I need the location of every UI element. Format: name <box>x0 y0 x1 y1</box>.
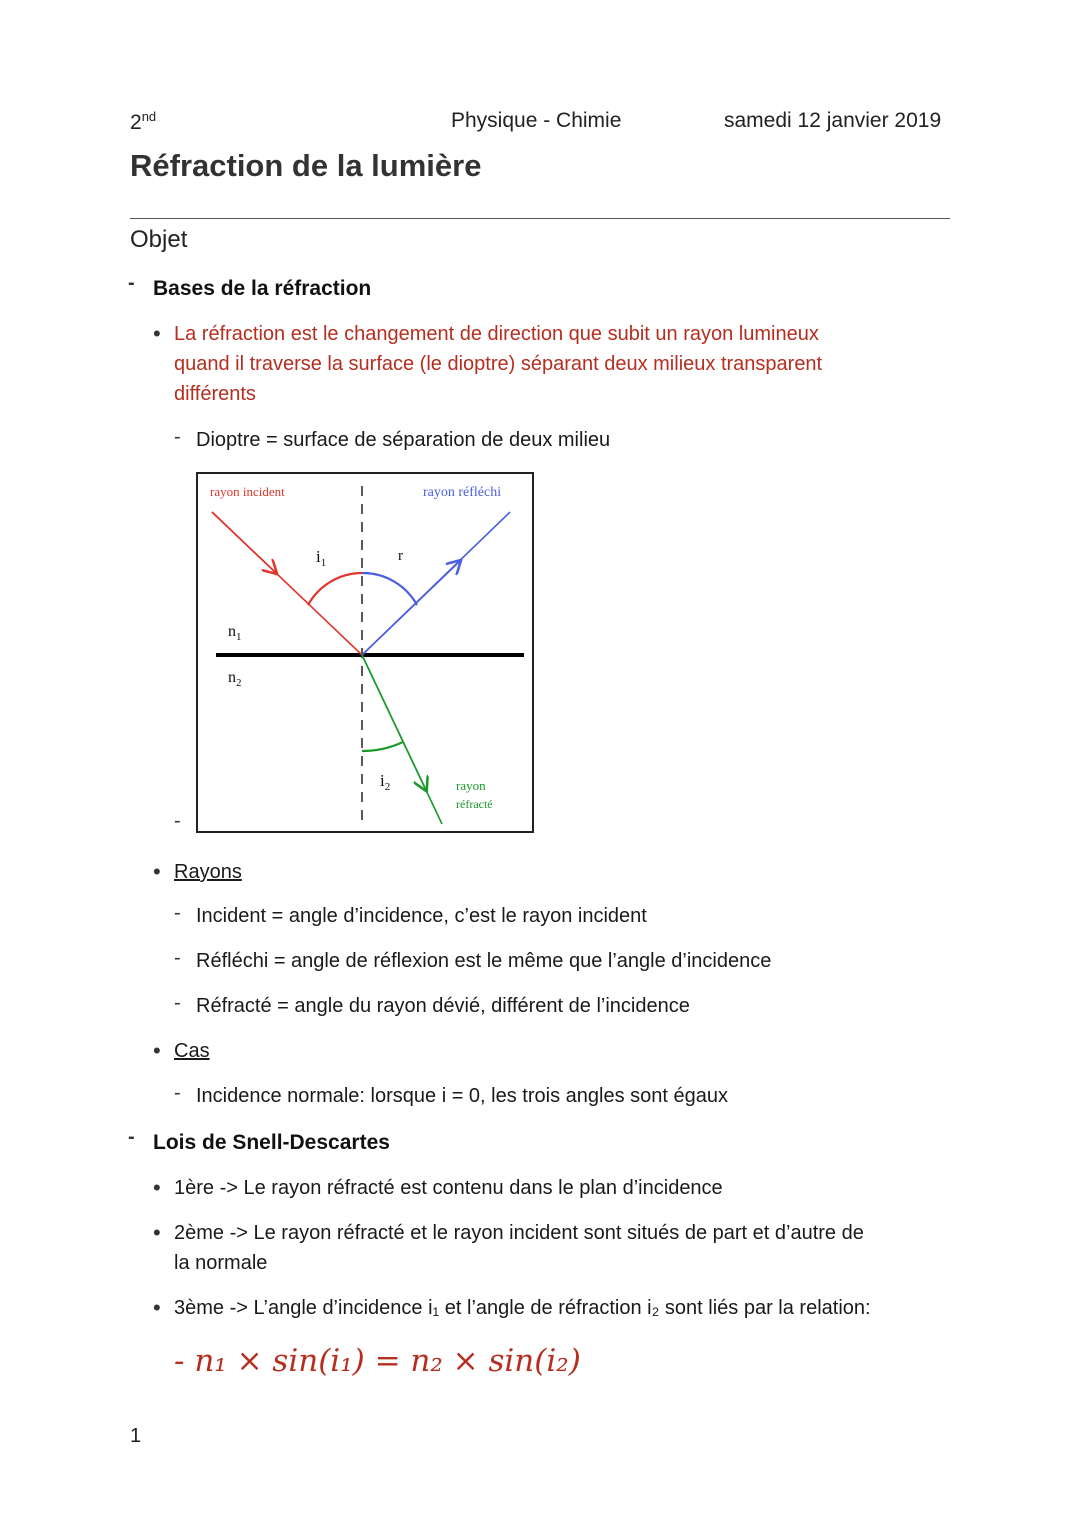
definition-line: quand il traverse la surface (le dioptre) séparant deux milieux transparent <box>174 353 823 375</box>
bases-heading: Bases de la réfraction <box>153 277 372 300</box>
definition-line: différents <box>174 383 256 405</box>
section-dash: - <box>128 1126 135 1148</box>
label-n2: $n_2$ <box>228 669 242 689</box>
dash-icon: - <box>174 947 181 969</box>
bullet-icon: • <box>153 1220 161 1245</box>
title-divider <box>130 218 950 219</box>
label-incident: rayon incident <box>210 484 285 499</box>
dash-icon: - <box>174 992 181 1014</box>
label-refracte-1: rayon <box>456 778 486 793</box>
law-2 <box>174 1218 954 1278</box>
page-number: 1 <box>130 1425 142 1447</box>
page-title: Réfraction de la lumière <box>130 148 482 183</box>
incident-arrow-icon <box>212 512 276 573</box>
law-1: 1ère -> Le rayon réfracté est contenu dans le plan d’incidence <box>174 1177 723 1199</box>
bullet-icon: • <box>153 1295 161 1320</box>
label-reflechi: rayon réfléchi <box>423 485 502 500</box>
header-subject: Physique - Chimie <box>451 109 622 132</box>
dioptre-definition: Dioptre = surface de séparation de deux milieu <box>196 429 611 451</box>
law-2-line: 2ème -> Le rayon réfracté et le rayon incident sont situés de part et d’autre de <box>174 1222 864 1244</box>
definition-line: La réfraction est le changement de direction que subit un rayon lumineux <box>174 323 819 345</box>
rayons-heading: Rayons <box>174 861 242 883</box>
dash-icon: - <box>174 1082 181 1104</box>
cas-item: Incidence normale: lorsque i = 0, les trois angles sont égaux <box>196 1085 728 1107</box>
refraction-diagram-svg <box>198 474 532 831</box>
refraction-diagram <box>196 472 534 833</box>
label-i2: $i_2$ <box>380 771 391 793</box>
header-date: samedi 12 janvier 2019 <box>724 109 942 132</box>
label-r: r <box>398 548 403 564</box>
label-refracte-2: réfracté <box>456 797 493 811</box>
dash-icon: - <box>174 810 181 832</box>
bullet-icon: • <box>153 1038 161 1063</box>
label-n1: $n_1$ <box>228 623 242 643</box>
law-3: 3ème -> L’angle d’incidence i₁ et l’angle de réfraction i₂ sont liés par la relation: <box>174 1297 871 1319</box>
rayon-item: Incident = angle d’incidence, c’est le rayon incident <box>196 905 647 927</box>
section-objet: Objet <box>130 226 188 253</box>
snell-heading: Lois de Snell-Descartes <box>153 1131 390 1154</box>
section-dash: - <box>128 272 135 294</box>
dash-icon: - <box>174 426 181 448</box>
level-suffix: nd <box>141 109 157 124</box>
dash-icon: - <box>174 902 181 924</box>
definition-text <box>174 319 934 409</box>
cas-heading: Cas <box>174 1040 210 1062</box>
bullet-icon: • <box>153 1175 161 1200</box>
snell-formula: - n₁ × sin(i₁) = n₂ × sin(i₂) <box>174 1343 581 1379</box>
rayon-item: Réfracté = angle du rayon dévié, différent de l’incidence <box>196 995 690 1017</box>
rayon-item: Réfléchi = angle de réflexion est le même que l’angle d’incidence <box>196 950 772 972</box>
law-2-line: la normale <box>174 1252 268 1274</box>
angle-i1-arc <box>308 573 362 605</box>
angle-i2-arc <box>362 742 403 751</box>
refracted-arrow-icon <box>362 655 426 790</box>
angle-r-arc <box>362 573 417 605</box>
bullet-icon: • <box>153 321 161 346</box>
bullet-icon: • <box>153 859 161 884</box>
label-i1: $i_1$ <box>316 547 327 569</box>
header-level: 2nd <box>130 109 157 134</box>
